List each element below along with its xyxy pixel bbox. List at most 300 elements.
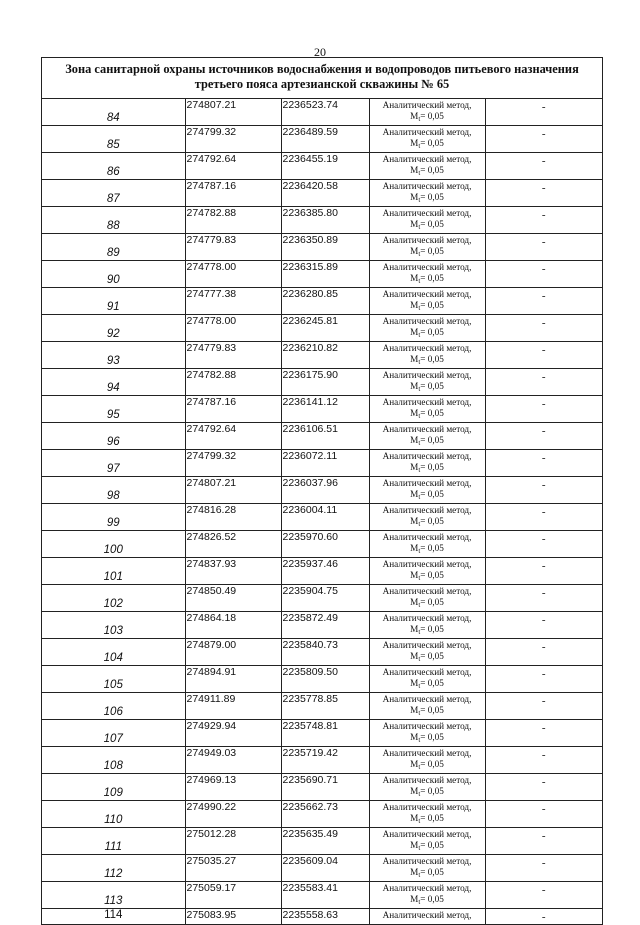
- note-cell: -: [485, 882, 602, 909]
- method-label: Аналитический метод,: [382, 802, 472, 812]
- point-number-cell: 112: [42, 855, 185, 882]
- method-label: Аналитический метод,: [382, 478, 472, 488]
- x-coordinate-cell: 274826.52: [185, 531, 281, 558]
- table-row: [42, 369, 602, 396]
- y-coordinate-cell: 2236315.89: [281, 261, 369, 288]
- method-cell: [369, 261, 485, 288]
- x-coordinate-cell: 274969.13: [185, 774, 281, 801]
- table-row: [42, 639, 602, 666]
- point-number-cell: 110: [42, 801, 185, 828]
- accuracy-value: [370, 354, 485, 368]
- accuracy-symbol: M: [410, 192, 419, 202]
- method-label: Аналитический метод,: [382, 721, 472, 731]
- x-coordinate-cell: 274778.00: [185, 261, 281, 288]
- x-coordinate-cell: 275059.17: [185, 882, 281, 909]
- accuracy-value: [370, 219, 485, 233]
- method-cell: [369, 342, 485, 369]
- x-coordinate-cell: 274779.83: [185, 342, 281, 369]
- x-coordinate-cell: 274807.21: [185, 477, 281, 504]
- y-coordinate-cell: 2235558.63: [281, 909, 369, 925]
- point-number-cell: 101: [42, 558, 185, 585]
- note-cell: -: [485, 720, 602, 747]
- note-cell: -: [485, 261, 602, 288]
- note-cell: -: [485, 369, 602, 396]
- table-row: [42, 882, 602, 909]
- accuracy-subscript: t: [418, 628, 421, 636]
- accuracy-symbol: M: [410, 111, 419, 121]
- table-row: [42, 774, 602, 801]
- y-coordinate-cell: 2236385.80: [281, 207, 369, 234]
- accuracy-symbol: M: [410, 543, 419, 553]
- method-cell: [369, 612, 485, 639]
- y-coordinate-cell: 2235970.60: [281, 531, 369, 558]
- method-cell: [369, 801, 485, 828]
- table-row: [42, 207, 602, 234]
- y-coordinate-cell: 2236420.58: [281, 180, 369, 207]
- accuracy-symbol: M: [410, 840, 419, 850]
- x-coordinate-cell: 275035.27: [185, 855, 281, 882]
- note-cell: -: [485, 288, 602, 315]
- method-label: Аналитический метод,: [382, 883, 472, 893]
- accuracy-number: = 0,05: [420, 651, 444, 661]
- accuracy-subscript: t: [418, 196, 421, 204]
- method-cell: [369, 450, 485, 477]
- y-coordinate-cell: 2235809.50: [281, 666, 369, 693]
- method-cell: [369, 639, 485, 666]
- x-coordinate-cell: 274782.88: [185, 207, 281, 234]
- y-coordinate-cell: 2236489.59: [281, 126, 369, 153]
- accuracy-symbol: M: [410, 435, 419, 445]
- method-cell: [369, 477, 485, 504]
- table-row: [42, 261, 602, 288]
- accuracy-value: [370, 651, 485, 665]
- method-label: Аналитический метод,: [382, 559, 472, 569]
- accuracy-symbol: M: [410, 327, 419, 337]
- point-number-cell: 114: [42, 909, 185, 925]
- method-cell: [369, 396, 485, 423]
- note-cell: -: [485, 477, 602, 504]
- note-cell: -: [485, 693, 602, 720]
- point-number-cell: 108: [42, 747, 185, 774]
- method-label: Аналитический метод,: [382, 235, 472, 245]
- accuracy-value: [370, 435, 485, 449]
- table-row: [42, 180, 602, 207]
- note-cell: -: [485, 315, 602, 342]
- note-cell: -: [485, 558, 602, 585]
- accuracy-value: [370, 192, 485, 206]
- point-number-cell: 106: [42, 693, 185, 720]
- table-row: [42, 612, 602, 639]
- note-cell: -: [485, 666, 602, 693]
- method-cell: [369, 153, 485, 180]
- y-coordinate-cell: 2236210.82: [281, 342, 369, 369]
- x-coordinate-cell: 274864.18: [185, 612, 281, 639]
- accuracy-subscript: t: [418, 817, 421, 825]
- point-number-cell: 92: [42, 315, 185, 342]
- point-number-cell: 91: [42, 288, 185, 315]
- accuracy-value: [370, 408, 485, 422]
- method-label: Аналитический метод,: [382, 910, 472, 920]
- method-cell: [369, 99, 485, 126]
- accuracy-subscript: t: [418, 331, 421, 339]
- method-label: Аналитический метод,: [382, 208, 472, 218]
- accuracy-number: = 0,05: [420, 462, 444, 472]
- method-label: Аналитический метод,: [382, 829, 472, 839]
- accuracy-number: = 0,05: [420, 300, 444, 310]
- y-coordinate-cell: 2236106.51: [281, 423, 369, 450]
- method-cell: [369, 747, 485, 774]
- point-number-cell: 111: [42, 828, 185, 855]
- accuracy-symbol: M: [410, 651, 419, 661]
- accuracy-symbol: M: [410, 408, 419, 418]
- table-row: [42, 720, 602, 747]
- accuracy-symbol: M: [410, 219, 419, 229]
- y-coordinate-cell: 2235904.75: [281, 585, 369, 612]
- table-row: [42, 234, 602, 261]
- note-cell: -: [485, 909, 602, 925]
- accuracy-number: = 0,05: [420, 705, 444, 715]
- note-cell: -: [485, 801, 602, 828]
- accuracy-subscript: t: [418, 709, 421, 717]
- accuracy-subscript: t: [418, 871, 421, 879]
- note-cell: -: [485, 126, 602, 153]
- accuracy-value: [370, 813, 485, 827]
- note-cell: -: [485, 828, 602, 855]
- accuracy-subscript: t: [418, 115, 421, 123]
- y-coordinate-cell: 2235662.73: [281, 801, 369, 828]
- x-coordinate-cell: 274911.89: [185, 693, 281, 720]
- coordinates-table: [42, 99, 602, 925]
- y-coordinate-cell: 2236455.19: [281, 153, 369, 180]
- table-row: [42, 585, 602, 612]
- table-row: [42, 531, 602, 558]
- table-row: [42, 99, 602, 126]
- accuracy-symbol: M: [410, 678, 419, 688]
- accuracy-value: [370, 867, 485, 881]
- accuracy-symbol: M: [410, 165, 419, 175]
- accuracy-subscript: t: [418, 844, 421, 852]
- method-label: Аналитический метод,: [382, 613, 472, 623]
- method-label: Аналитический метод,: [382, 748, 472, 758]
- accuracy-subscript: t: [418, 547, 421, 555]
- method-cell: [369, 369, 485, 396]
- table-row: [42, 801, 602, 828]
- method-cell: [369, 828, 485, 855]
- point-number-cell: 84: [42, 99, 185, 126]
- accuracy-number: = 0,05: [420, 813, 444, 823]
- accuracy-number: = 0,05: [420, 759, 444, 769]
- x-coordinate-cell: 274850.49: [185, 585, 281, 612]
- accuracy-value: [370, 570, 485, 584]
- method-cell: [369, 585, 485, 612]
- accuracy-number: = 0,05: [420, 840, 444, 850]
- accuracy-subscript: t: [418, 682, 421, 690]
- table-row: [42, 450, 602, 477]
- note-cell: -: [485, 423, 602, 450]
- accuracy-symbol: M: [410, 381, 419, 391]
- method-cell: [369, 774, 485, 801]
- accuracy-number: = 0,05: [420, 867, 444, 877]
- note-cell: -: [485, 450, 602, 477]
- point-number-cell: 113: [42, 882, 185, 909]
- y-coordinate-cell: 2235690.71: [281, 774, 369, 801]
- method-label: Аналитический метод,: [382, 856, 472, 866]
- method-label: Аналитический метод,: [382, 289, 472, 299]
- method-cell: [369, 234, 485, 261]
- y-coordinate-cell: 2236175.90: [281, 369, 369, 396]
- accuracy-subscript: t: [418, 655, 421, 663]
- accuracy-subscript: t: [418, 790, 421, 798]
- y-coordinate-cell: 2235719.42: [281, 747, 369, 774]
- table-row: [42, 153, 602, 180]
- accuracy-value: [370, 678, 485, 692]
- accuracy-number: = 0,05: [420, 165, 444, 175]
- method-label: Аналитический метод,: [382, 370, 472, 380]
- accuracy-symbol: M: [410, 138, 419, 148]
- x-coordinate-cell: 274816.28: [185, 504, 281, 531]
- y-coordinate-cell: 2236004.11: [281, 504, 369, 531]
- method-cell: [369, 207, 485, 234]
- accuracy-number: = 0,05: [420, 786, 444, 796]
- table-row: [42, 855, 602, 882]
- note-cell: -: [485, 639, 602, 666]
- method-label: Аналитический метод,: [382, 397, 472, 407]
- table-row: [42, 126, 602, 153]
- accuracy-subscript: t: [418, 574, 421, 582]
- method-cell: [369, 693, 485, 720]
- point-number-cell: 107: [42, 720, 185, 747]
- note-cell: -: [485, 99, 602, 126]
- accuracy-number: = 0,05: [420, 381, 444, 391]
- table-row: [42, 666, 602, 693]
- y-coordinate-cell: 2236280.85: [281, 288, 369, 315]
- x-coordinate-cell: 274799.32: [185, 126, 281, 153]
- x-coordinate-cell: 274782.88: [185, 369, 281, 396]
- accuracy-number: = 0,05: [420, 894, 444, 904]
- x-coordinate-cell: 274837.93: [185, 558, 281, 585]
- accuracy-value: [370, 705, 485, 719]
- note-cell: -: [485, 531, 602, 558]
- method-cell: [369, 180, 485, 207]
- note-cell: -: [485, 180, 602, 207]
- coordinates-table-body: [42, 99, 602, 925]
- method-label: Аналитический метод,: [382, 127, 472, 137]
- method-label: Аналитический метод,: [382, 424, 472, 434]
- x-coordinate-cell: 274879.00: [185, 639, 281, 666]
- y-coordinate-cell: 2235635.49: [281, 828, 369, 855]
- y-coordinate-cell: 2235872.49: [281, 612, 369, 639]
- accuracy-value: [370, 111, 485, 125]
- x-coordinate-cell: 274787.16: [185, 180, 281, 207]
- accuracy-subscript: t: [418, 763, 421, 771]
- point-number-cell: 103: [42, 612, 185, 639]
- accuracy-symbol: M: [410, 624, 419, 634]
- method-cell: [369, 666, 485, 693]
- accuracy-symbol: M: [410, 462, 419, 472]
- method-label: Аналитический метод,: [382, 154, 472, 164]
- accuracy-value: [370, 597, 485, 611]
- y-coordinate-cell: 2235583.41: [281, 882, 369, 909]
- accuracy-symbol: M: [410, 597, 419, 607]
- point-number-cell: 87: [42, 180, 185, 207]
- y-coordinate-cell: 2236350.89: [281, 234, 369, 261]
- accuracy-subscript: t: [418, 520, 421, 528]
- x-coordinate-cell: 274779.83: [185, 234, 281, 261]
- accuracy-subscript: t: [418, 601, 421, 609]
- method-cell: [369, 909, 485, 925]
- accuracy-value: [370, 624, 485, 638]
- accuracy-number: = 0,05: [420, 435, 444, 445]
- y-coordinate-cell: 2235609.04: [281, 855, 369, 882]
- accuracy-symbol: M: [410, 732, 419, 742]
- method-cell: [369, 504, 485, 531]
- method-label: Аналитический метод,: [382, 451, 472, 461]
- accuracy-number: = 0,05: [420, 111, 444, 121]
- table-row: [42, 504, 602, 531]
- table-row: [42, 909, 602, 925]
- accuracy-symbol: M: [410, 489, 419, 499]
- accuracy-value: [370, 759, 485, 773]
- accuracy-value: [370, 840, 485, 854]
- accuracy-number: = 0,05: [420, 516, 444, 526]
- accuracy-symbol: M: [410, 354, 419, 364]
- point-number-cell: 109: [42, 774, 185, 801]
- accuracy-symbol: M: [410, 759, 419, 769]
- point-number-cell: 100: [42, 531, 185, 558]
- point-number-cell: 105: [42, 666, 185, 693]
- method-cell: [369, 315, 485, 342]
- table-row: [42, 288, 602, 315]
- note-cell: -: [485, 153, 602, 180]
- point-number-cell: 94: [42, 369, 185, 396]
- table-row: [42, 828, 602, 855]
- accuracy-value: [370, 543, 485, 557]
- page-number: 20: [314, 45, 326, 59]
- accuracy-subscript: t: [418, 736, 421, 744]
- method-label: Аналитический метод,: [382, 586, 472, 596]
- table-row: [42, 693, 602, 720]
- table-row: [42, 423, 602, 450]
- table-title-line-2: третьего пояса артезианской скважины № 65: [194, 77, 450, 91]
- y-coordinate-cell: 2235748.81: [281, 720, 369, 747]
- table-row: [42, 747, 602, 774]
- note-cell: -: [485, 855, 602, 882]
- note-cell: -: [485, 234, 602, 261]
- point-number-cell: 102: [42, 585, 185, 612]
- y-coordinate-cell: 2236141.12: [281, 396, 369, 423]
- method-cell: [369, 126, 485, 153]
- accuracy-number: = 0,05: [420, 570, 444, 580]
- accuracy-value: [370, 273, 485, 287]
- accuracy-subscript: t: [418, 304, 421, 312]
- accuracy-subscript: t: [418, 142, 421, 150]
- accuracy-symbol: M: [410, 570, 419, 580]
- x-coordinate-cell: 274787.16: [185, 396, 281, 423]
- accuracy-symbol: M: [410, 705, 419, 715]
- accuracy-number: = 0,05: [420, 624, 444, 634]
- x-coordinate-cell: 274792.64: [185, 423, 281, 450]
- accuracy-subscript: t: [418, 385, 421, 393]
- accuracy-value: [370, 246, 485, 260]
- accuracy-subscript: t: [418, 223, 421, 231]
- table-title-line-1: Зона санитарной охраны источников водоснабжения и водопроводов питьевого назначения: [65, 62, 579, 76]
- point-number-cell: 104: [42, 639, 185, 666]
- y-coordinate-cell: 2235840.73: [281, 639, 369, 666]
- accuracy-number: = 0,05: [420, 597, 444, 607]
- accuracy-value: [370, 516, 485, 530]
- point-number-cell: 86: [42, 153, 185, 180]
- accuracy-number: = 0,05: [420, 138, 444, 148]
- method-cell: [369, 423, 485, 450]
- x-coordinate-cell: 275012.28: [185, 828, 281, 855]
- y-coordinate-cell: 2236245.81: [281, 315, 369, 342]
- accuracy-value: [370, 462, 485, 476]
- coordinates-table-container: [41, 57, 603, 925]
- x-coordinate-cell: 275083.95: [185, 909, 281, 925]
- accuracy-number: = 0,05: [420, 543, 444, 553]
- method-label: Аналитический метод,: [382, 316, 472, 326]
- accuracy-subscript: t: [418, 439, 421, 447]
- x-coordinate-cell: 274894.91: [185, 666, 281, 693]
- accuracy-symbol: M: [410, 516, 419, 526]
- accuracy-symbol: M: [410, 894, 419, 904]
- note-cell: -: [485, 342, 602, 369]
- accuracy-number: = 0,05: [420, 354, 444, 364]
- accuracy-subscript: t: [418, 412, 421, 420]
- accuracy-number: = 0,05: [420, 489, 444, 499]
- accuracy-subscript: t: [418, 358, 421, 366]
- method-cell: [369, 720, 485, 747]
- y-coordinate-cell: 2235778.85: [281, 693, 369, 720]
- accuracy-value: [370, 327, 485, 341]
- point-number-cell: 96: [42, 423, 185, 450]
- accuracy-subscript: t: [418, 466, 421, 474]
- point-number-cell: 88: [42, 207, 185, 234]
- x-coordinate-cell: 274929.94: [185, 720, 281, 747]
- accuracy-value: [370, 300, 485, 314]
- note-cell: -: [485, 504, 602, 531]
- table-row: [42, 477, 602, 504]
- y-coordinate-cell: 2236523.74: [281, 99, 369, 126]
- note-cell: -: [485, 747, 602, 774]
- method-label: Аналитический метод,: [382, 532, 472, 542]
- accuracy-subscript: t: [418, 277, 421, 285]
- accuracy-symbol: M: [410, 273, 419, 283]
- point-number-cell: 95: [42, 396, 185, 423]
- x-coordinate-cell: 274777.38: [185, 288, 281, 315]
- point-number-cell: 99: [42, 504, 185, 531]
- accuracy-value: [370, 489, 485, 503]
- accuracy-symbol: M: [410, 867, 419, 877]
- accuracy-symbol: M: [410, 786, 419, 796]
- y-coordinate-cell: 2235937.46: [281, 558, 369, 585]
- method-label: Аналитический метод,: [382, 262, 472, 272]
- accuracy-value: [370, 786, 485, 800]
- accuracy-symbol: M: [410, 246, 419, 256]
- x-coordinate-cell: 274949.03: [185, 747, 281, 774]
- accuracy-symbol: M: [410, 813, 419, 823]
- accuracy-number: = 0,05: [420, 732, 444, 742]
- method-label: Аналитический метод,: [382, 667, 472, 677]
- table-row: [42, 315, 602, 342]
- method-label: Аналитический метод,: [382, 694, 472, 704]
- method-cell: [369, 558, 485, 585]
- accuracy-subscript: t: [418, 898, 421, 906]
- method-label: Аналитический метод,: [382, 775, 472, 785]
- x-coordinate-cell: 274990.22: [185, 801, 281, 828]
- accuracy-subscript: t: [418, 493, 421, 501]
- table-row: [42, 558, 602, 585]
